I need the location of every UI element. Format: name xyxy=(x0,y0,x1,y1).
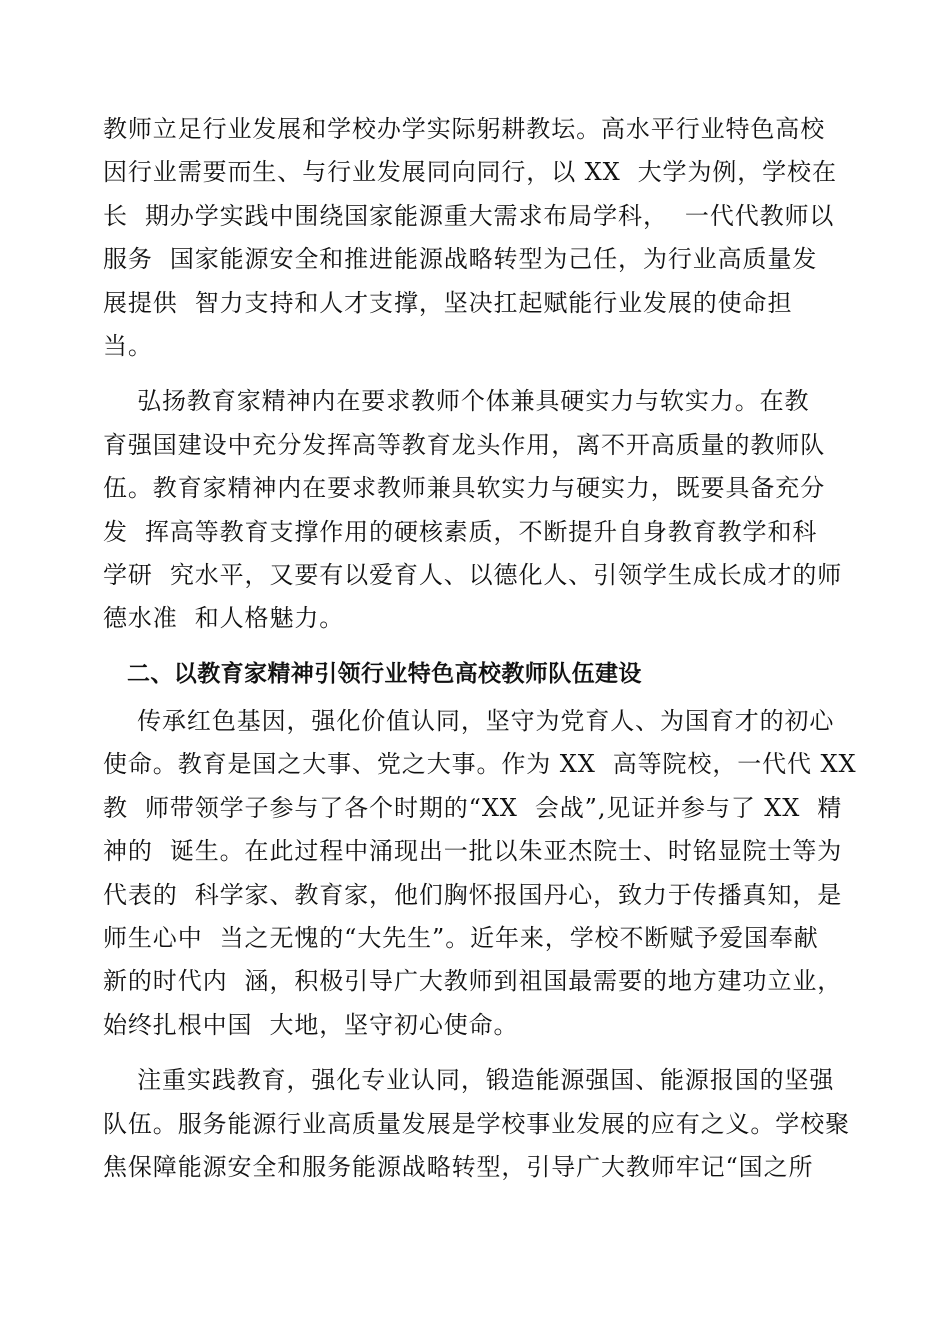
text-line: 代表的 科学家、教育家，他们胸怀报国丹心，致力于传播真知，是 xyxy=(103,880,843,909)
document-body xyxy=(103,108,857,1189)
text-line: 注重实践教育，强化专业认同，锻造能源强国、能源报国的坚强 xyxy=(103,1066,835,1095)
text-line: 当。 xyxy=(103,331,153,360)
text-line: 始终扎根中国 大地，坚守初心使命。 xyxy=(103,1010,519,1039)
text-line: 展提供 智力支持和人才支撑，坚决扛起赋能行业发展的使命担 xyxy=(103,288,793,317)
text-line: 神的 诞生。在此过程中涌现出一批以朱亚杰院士、时铭显院士等为 xyxy=(103,837,843,866)
text-line: 因行业需要而生、与行业发展同向同行，以 XX 大学为例，学校在 xyxy=(103,158,837,187)
text-line: 师生心中 当之无愧的“大先生”。近年来，学校不断赋予爱国奉献 xyxy=(103,924,819,953)
paragraph-2 xyxy=(103,380,848,640)
text-line: 传承红色基因，强化价值认同，坚守为党育人、为国育才的初心 xyxy=(103,707,835,736)
paragraph-1 xyxy=(103,108,848,368)
paragraph-3 xyxy=(103,700,857,1047)
section-heading: 二、以教育家精神引领行业特色高校教师队伍建设 xyxy=(127,660,642,687)
paragraph-4 xyxy=(103,1059,848,1189)
text-line: 伍。教育家精神内在要求教师兼具软实力与硬实力，既要具备充分 xyxy=(103,474,826,503)
text-line: 队伍。服务能源行业高质量发展是学校事业发展的应有之义。学校聚 xyxy=(103,1109,850,1138)
text-line: 教师立足行业发展和学校办学实际躬耕教坛。高水平行业特色高校 xyxy=(103,115,826,143)
text-line: 焦保障能源安全和服务能源战略转型，引导广大教师牢记“国之所 xyxy=(103,1152,814,1181)
text-line: 学研 究水平，又要有以爱育人、以德化人、引领学生成长成才的师 xyxy=(103,560,843,589)
text-line: 长 期办学实践中围绕国家能源重大需求布局学科， 一代代教师以 xyxy=(103,201,835,230)
text-line: 德水准 和人格魅力。 xyxy=(103,604,345,633)
text-line: 教 师带领学子参与了各个时期的“XX 会战”,见证并参与了 XX 精 xyxy=(103,793,843,822)
text-line: 服务 国家能源安全和推进能源战略转型为己任，为行业高质量发 xyxy=(103,245,818,274)
text-line: 弘扬教育家精神内在要求教师个体兼具硬实力与软实力。在教 xyxy=(103,387,810,416)
text-line: 使命。教育是国之大事、党之大事。作为 XX 高等院校，一代代 XX xyxy=(103,750,857,779)
text-line: 育强国建设中充分发挥高等教育龙头作用，离不开高质量的教师队 xyxy=(103,430,826,459)
text-line: 发 挥高等教育支撑作用的硬核素质，不断提升自身教育教学和科 xyxy=(103,517,818,546)
text-line: 新的时代内 涵，积极引导广大教师到祖国最需要的地方建功立业， xyxy=(103,967,843,996)
